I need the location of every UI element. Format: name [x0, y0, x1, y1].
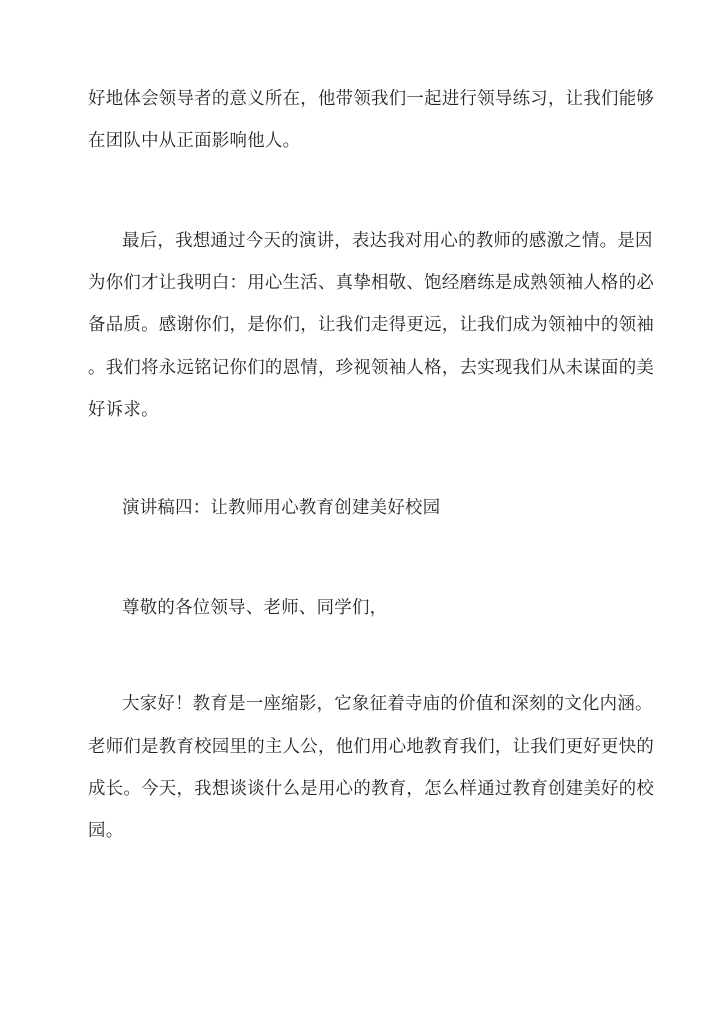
paragraph-3-line-4: 园。 — [88, 821, 124, 841]
section-heading: 演讲稿四：让教师用心教育创建美好校园 — [122, 498, 441, 518]
paragraph-2-line-5: 好诉求。 — [88, 400, 159, 420]
paragraph-2-line-4: 。我们将永远铭记你们的恩情，珍视领袖人格，去实现我们从未谋面的美 — [88, 358, 655, 378]
paragraph-2-line-1: 最后，我想通过今天的演讲，表达我对用心的教师的感激之情。是因 — [122, 231, 653, 251]
paragraph-3-line-1: 大家好！教育是一座缩影，它象征着寺庙的价值和深刻的文化内涵。 — [122, 694, 653, 714]
paragraph-1-line-2: 在团队中从正面影响他人。 — [88, 131, 301, 151]
paragraph-3-line-2: 老师们是教育校园里的主人公，他们用心地教育我们，让我们更好更快的 — [88, 737, 655, 757]
paragraph-2-line-3: 备品质。感谢你们，是你们，让我们走得更远，让我们成为领袖中的领袖 — [88, 315, 655, 335]
paragraph-3-line-3: 成长。今天，我想谈谈什么是用心的教育，怎么样通过教育创建美好的校 — [88, 779, 655, 799]
paragraph-2-line-2: 为你们才让我明白：用心生活、真挚相敬、饱经磨练是成熟领袖人格的必 — [88, 273, 655, 293]
paragraph-1-line-1: 好地体会领导者的意义所在，他带领我们一起进行领导练习，让我们能够 — [88, 89, 655, 109]
greeting: 尊敬的各位领导、老师、同学们， — [122, 598, 388, 618]
